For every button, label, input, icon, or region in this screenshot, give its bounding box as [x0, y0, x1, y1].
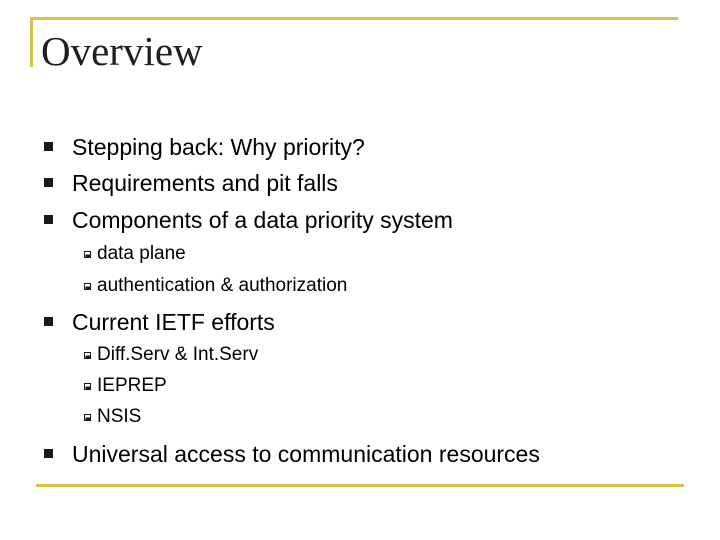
- hollow-square-icon: [84, 352, 91, 359]
- hollow-square-icon: [84, 283, 91, 290]
- frame-left-border: [30, 17, 33, 67]
- filled-square-icon: [44, 317, 53, 326]
- bullet-text: Universal access to communication resources: [72, 441, 540, 467]
- bullet-text: Current IETF efforts: [72, 309, 275, 335]
- hollow-square-icon: [84, 383, 91, 390]
- sub-bullet-text: IEPREP: [97, 375, 167, 396]
- sub-bullet-text: NSIS: [97, 406, 142, 427]
- filled-square-icon: [44, 142, 53, 151]
- filled-square-icon: [44, 449, 53, 458]
- slide-title: Overview: [41, 28, 203, 74]
- hollow-square-icon: [84, 251, 91, 258]
- frame-bottom-border: [36, 484, 684, 487]
- frame-top-border: [30, 17, 678, 20]
- sub-bullet-text: data plane: [97, 243, 186, 264]
- bullet-text: Components of a data priority system: [72, 207, 453, 233]
- filled-square-icon: [44, 215, 53, 224]
- filled-square-icon: [44, 178, 53, 187]
- sub-bullet-text: Diff.Serv & Int.Serv: [97, 344, 259, 365]
- hollow-square-icon: [84, 414, 91, 421]
- sub-bullet-text: authentication & authorization: [97, 275, 348, 296]
- bullet-text: Stepping back: Why priority?: [72, 134, 365, 160]
- bullet-text: Requirements and pit falls: [72, 170, 338, 196]
